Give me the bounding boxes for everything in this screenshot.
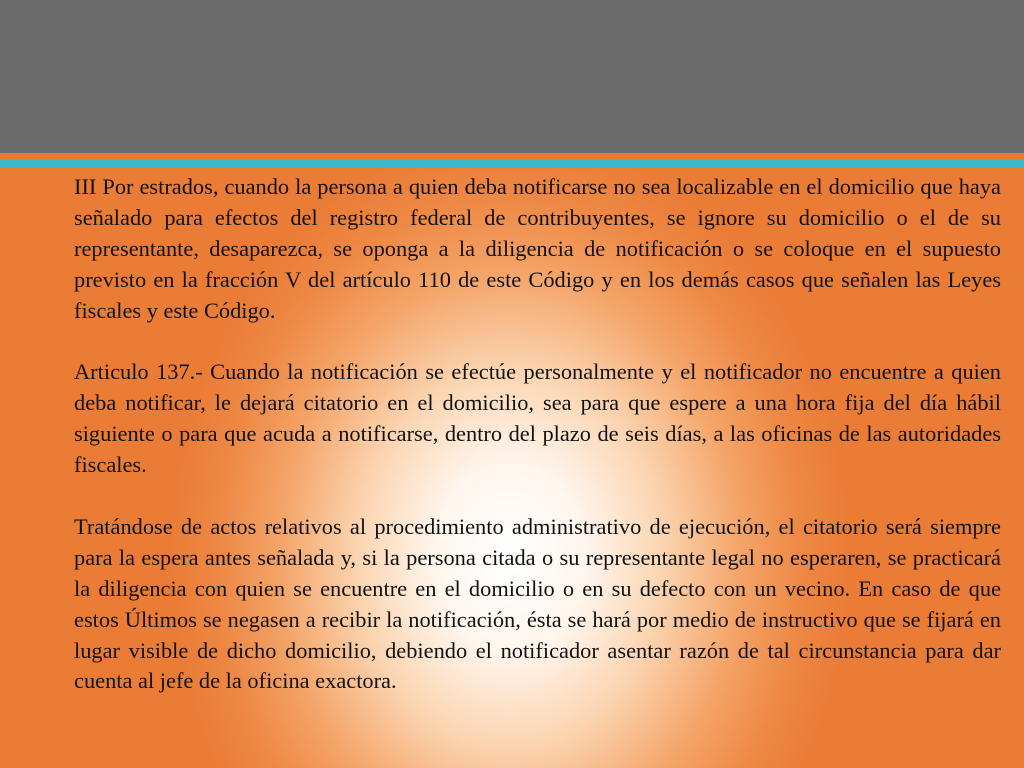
paragraph-articulo-137: Articulo 137.- Cuando la notificación se efectúe personalmente y el notificador no encuentre a quien deba notificar, le dejará citatorio en el domicilio, sea para que espere a una hora fija del día hábil siguiente o para que acuda a notificarse, dentro del plazo de seis días, a las oficinas de las autoridades fiscales. [74, 359, 1001, 478]
header-band [0, 0, 1024, 153]
slide-body-text [74, 172, 1001, 697]
paragraph-procedimiento-administrativo: Tratándose de actos relativos al procedimiento administrativo de ejecución, el citatorio será siempre para la espera antes señalada y, si la persona citada o su representante legal no esperaren, se practicará la diligencia con quien se encuentre en el domicilio o en su defecto con un vecino. En caso de que estos Últimos se negasen a recibir la notificación, ésta se hará por medio de instructivo que se fijará en lugar visible de dicho domicilio, debiendo el notificador asentar razón de tal circunstancia para dar cuenta al jefe de la oficina exactora. [74, 513, 1001, 694]
paragraph-fraccion-iii: III Por estrados, cuando la persona a quien deba notificarse no sea localizable en el domicilio que haya señalado para efectos del registro federal de contribuyentes, se ignore su domicilio o el de su representante, desaparezca, se oponga a la diligencia de notificación o se coloque en el supuesto previsto en la fracción V del artículo 110 de este Código y en los demás casos que señalen las Leyes fiscales y este Código. [74, 174, 1001, 323]
accent-stripe-teal [0, 159, 1024, 168]
